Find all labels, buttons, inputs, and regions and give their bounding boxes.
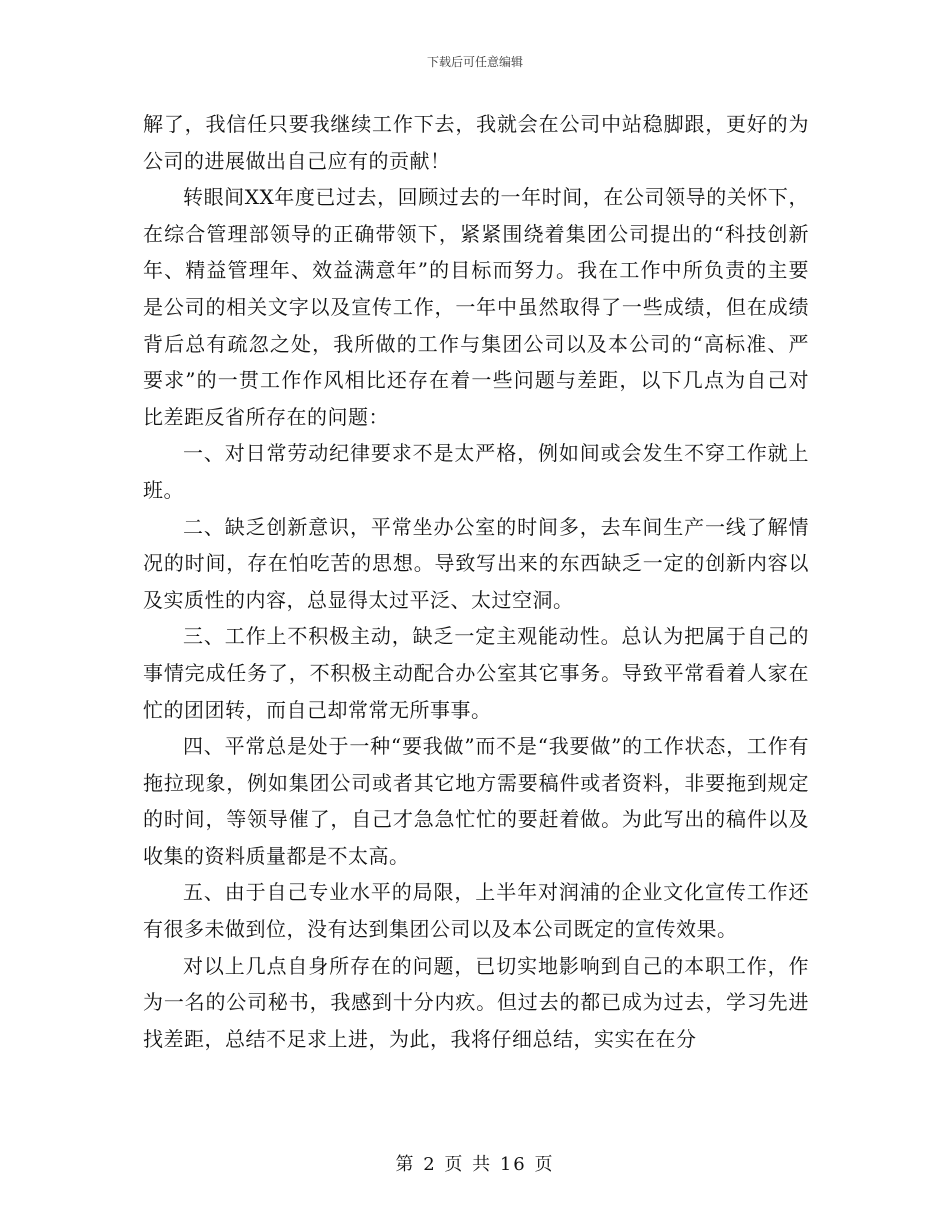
paragraph-2: 转眼间XX年度已过去，回顾过去的一年时间，在公司领导的关怀下，在综合管理部领导的正确带领下，紧紧围绕着集团公司提出的“科技创新年、精益管理年、效益满意年”的目标而努力。我在工作中所负责的主要是公司的相关文字以及宣传工作，一年中虽然取得了一些成绩，但在成绩背后总有疏忽之处，我所做的工作与集团公司以及本公司的“高标准、严要求”的一贯工作作风相比还存在着一些问题与差距，以下几点为自己对比差距反省所存在的问题： <box>143 185 809 429</box>
page-header: 下载后可任意编辑 <box>426 55 523 69</box>
page-footer: 第 2 页 共 16 页 <box>395 1154 555 1175</box>
paragraph-6: 四、平常总是处于一种“要我做”而不是“我要做”的工作状态，工作有拖拉现象，例如集团公司或者其它地方需要稿件或者资料，非要拖到规定的时间，等领导催了，自己才急急忙忙的要赶着做。为此写出的稿件以及收集的资料质量都是不太高。 <box>143 734 809 868</box>
document-body <box>143 106 809 1057</box>
paragraph-5: 三、工作上不积极主动，缺乏一定主观能动性。总认为把属于自己的事情完成任务了，不积极主动配合办公室其它事务。导致平常看着人家在忙的团团转，而自己却常常无所事事。 <box>143 624 809 722</box>
paragraph-1: 解了，我信任只要我继续工作下去，我就会在公司中站稳脚跟，更好的为公司的进展做出自己应有的贡献！ <box>143 112 809 173</box>
paragraph-4: 二、缺乏创新意识，平常坐办公室的时间多，去车间生产一线了解情况的时间，存在怕吃苦的思想。导致写出来的东西缺乏一定的创新内容以及实质性的内容，总显得太过平泛、太过空洞。 <box>143 514 809 612</box>
paragraph-8: 对以上几点自身所存在的问题，已切实地影响到自己的本职工作，作为一名的公司秘书，我感到十分内疚。但过去的都已成为过去，学习先进找差距，总结不足求上进，为此，我将仔细总结，实实在在分 <box>143 953 809 1051</box>
paragraph-7: 五、由于自己专业水平的局限，上半年对润浦的企业文化宣传工作还有很多未做到位，没有达到集团公司以及本公司既定的宣传效果。 <box>143 880 809 942</box>
paragraph-3: 一、对日常劳动纪律要求不是太严格，例如间或会发生不穿工作就上班。 <box>143 441 809 502</box>
